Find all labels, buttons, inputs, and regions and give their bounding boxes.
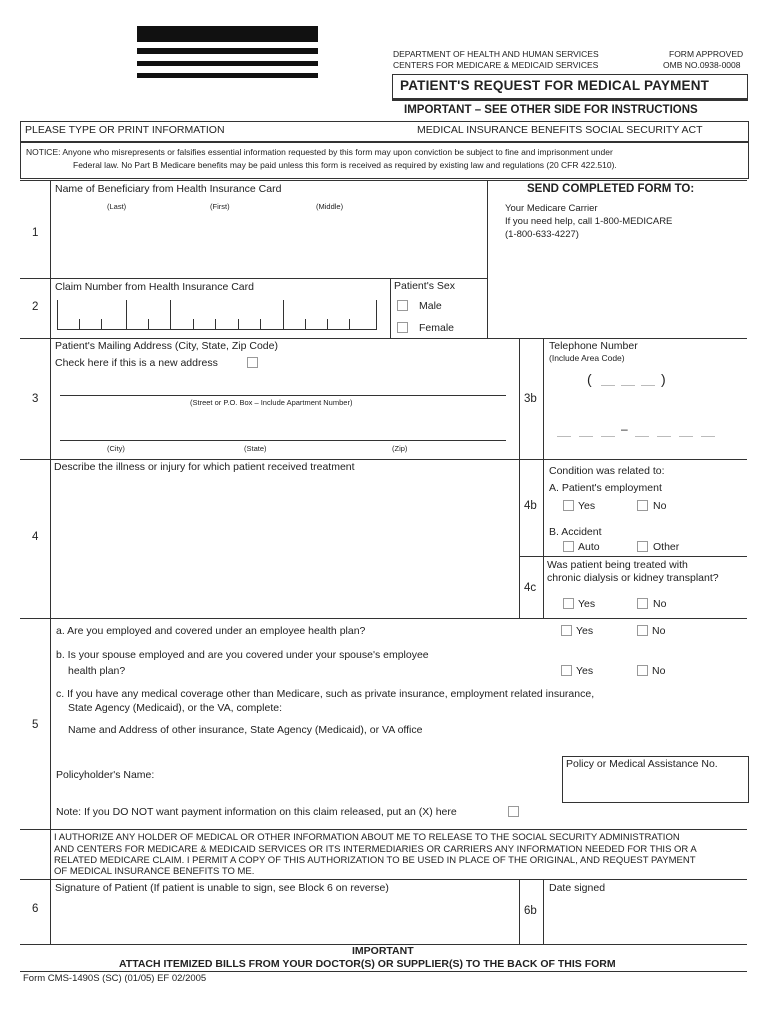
form-number: Form CMS-1490S (SC) (01/05) EF 02/2005 [23,973,207,984]
dept-line-2: CENTERS FOR MEDICARE & MEDICAID SERVICES [393,60,599,70]
signature-field[interactable] [55,898,515,940]
area-code-open-paren: ( [587,371,592,387]
section-6b-number: 6b [524,905,537,917]
question-b-line-2: health plan? [68,665,126,677]
telephone-label: Telephone Number [549,340,638,352]
section-4b-number: 4b [524,500,537,512]
section-3b-number: 3b [524,393,537,405]
dialysis-yes-label: Yes [578,598,596,610]
illness-field[interactable] [54,478,514,614]
accident-auto-label: Auto [578,541,600,553]
female-checkbox[interactable] [397,322,408,333]
new-address-label: Check here if this is a new address [55,357,218,369]
footer-attach: ATTACH ITEMIZED BILLS FROM YOUR DOCTOR(S) OR SUPPLIER(S) TO THE BACK OF THIS FORM [119,958,616,970]
qa-yes-checkbox[interactable] [561,625,572,636]
question-a: a. Are you employed and covered under an employee health plan? [56,625,366,637]
accident-other-label: Other [653,541,680,553]
act-label: MEDICAL INSURANCE BENEFITS SOCIAL SECURITY ACT [417,124,703,136]
question-c-line-2: State Agency (Medicaid), or the VA, complete: [68,702,282,714]
notice-line-2: Federal law. No Part B Medicare benefits may be paid unless this form is received as required by existing law and regulations (20 CFR 422.510). [73,160,617,170]
dialysis-yes-checkbox[interactable] [563,598,574,609]
claim-number-label: Claim Number from Health Insurance Card [55,281,254,293]
female-label: Female [419,322,455,334]
question-b-line-1: b. Is your spouse employed and are you covered under your spouse's employee [56,649,429,661]
beneficiary-name-field[interactable] [55,214,480,274]
help-label: If you need help, call 1-800-MEDICARE [505,216,673,227]
new-address-checkbox[interactable] [247,357,258,368]
accident-other-checkbox[interactable] [637,541,648,552]
patient-sex-label: Patient's Sex [394,280,455,292]
employment-yes-label: Yes [578,500,596,512]
employment-no-label: No [653,500,667,512]
policyholder-field[interactable] [165,768,550,784]
mailing-address-label: Patient's Mailing Address (City, State, Zip Code) [55,340,278,352]
form-approved: FORM APPROVED [669,49,744,59]
help-phone: (1-800-633-4227) [505,229,579,240]
section-4c-number: 4c [524,582,537,594]
area-code-close-paren: ) [661,371,666,387]
header-logo-bar-4 [137,73,318,78]
form-title: PATIENT'S REQUEST FOR MEDICAL PAYMENT [400,78,710,93]
street-field[interactable] [60,374,506,396]
telephone-field[interactable] [549,368,739,443]
header-logo-bar-3 [137,61,318,66]
release-checkbox[interactable] [508,806,519,817]
please-type-label: PLEASE TYPE OR PRINT INFORMATION [25,124,225,136]
qb-no-label: No [652,665,666,677]
policyholder-label: Policyholder's Name: [56,769,155,781]
middle-name-hint: (Middle) [316,202,344,211]
street-hint: (Street or P.O. Box – Include Apartment Number) [190,398,353,407]
dialysis-line-2: chronic dialysis or kidney transplant? [547,572,719,584]
male-checkbox[interactable] [397,300,408,311]
qa-yes-label: Yes [576,625,594,637]
carrier-label: Your Medicare Carrier [505,203,598,214]
employment-no-checkbox[interactable] [637,500,648,511]
release-note: Note: If you DO NOT want payment information on this claim released, put an (X) here [56,806,457,818]
last-name-hint: (Last) [107,202,127,211]
date-signed-field[interactable] [549,898,739,940]
footer-important: IMPORTANT [352,945,414,957]
dialysis-no-checkbox[interactable] [637,598,648,609]
other-insurance-field[interactable] [68,740,548,765]
employment-label: A. Patient's employment [549,482,662,494]
first-name-hint: (First) [210,202,230,211]
section-3-number: 3 [32,393,39,405]
city-hint: (City) [107,444,125,453]
section-4-number: 4 [32,531,39,543]
authorization-line-1: I AUTHORIZE ANY HOLDER OF MEDICAL OR OTHER INFORMATION ABOUT ME TO RELEASE TO THE SOCIAL SECURITY ADMINISTRATION [54,832,680,843]
authorization-line-3: RELATED MEDICARE CLAIM. I PERMIT A COPY OF THIS AUTHORIZATION TO BE USED IN PLACE OF THE ORIGINAL, AND REQUEST PAYMENT [54,855,696,866]
section-6-number: 6 [32,903,39,915]
date-signed-label: Date signed [549,882,606,894]
question-c-line-1: c. If you have any medical coverage other than Medicare, such as private insurance, employment related insurance, [56,688,595,700]
send-to-heading: SEND COMPLETED FORM TO: [527,183,695,195]
section-1-number: 1 [32,227,39,239]
illness-label: Describe the illness or injury for which patient received treatment [54,461,355,473]
dialysis-line-1: Was patient being treated with [547,559,688,571]
qb-no-checkbox[interactable] [637,665,648,676]
dialysis-no-label: No [653,598,667,610]
claim-number-field[interactable] [57,298,377,330]
qa-no-checkbox[interactable] [637,625,648,636]
city-state-zip-field[interactable] [60,420,506,441]
section-2-number: 2 [32,301,39,313]
omb-number: OMB NO.0938-0008 [663,60,741,70]
signature-label: Signature of Patient (If patient is unable to sign, see Block 6 on reverse) [55,882,389,894]
qb-yes-checkbox[interactable] [561,665,572,676]
zip-hint: (Zip) [392,444,408,453]
male-label: Male [419,300,442,312]
qa-no-label: No [652,625,666,637]
employment-yes-checkbox[interactable] [563,500,574,511]
header-logo-bar-2 [137,48,318,54]
phone-dash: – [621,422,628,436]
accident-auto-checkbox[interactable] [563,541,574,552]
dept-line-1: DEPARTMENT OF HEALTH AND HUMAN SERVICES [393,49,599,59]
state-hint: (State) [244,444,267,453]
accident-label: B. Accident [549,526,602,538]
qb-yes-label: Yes [576,665,594,677]
authorization-line-4: OF MEDICAL INSURANCE BENEFITS TO ME. [54,866,255,877]
area-code-hint: (Include Area Code) [549,353,625,363]
authorization-line-2: AND CENTERS FOR MEDICARE & MEDICAID SERVICES OR ITS INTERMEDIARIES OR CARRIERS ANY INFORMATION NEEDED FOR THIS OR A [54,844,697,855]
condition-label: Condition was related to: [549,465,665,477]
other-insurance-label: Name and Address of other insurance, State Agency (Medicaid), or VA office [68,724,423,736]
policy-number-label: Policy or Medical Assistance No. [566,758,718,770]
notice-line-1: NOTICE: Anyone who misrepresents or falsifies essential information requested by this form may upon conviction be subject to fine and imprisonment under [26,147,613,157]
section-5-number: 5 [32,719,39,731]
beneficiary-name-label: Name of Beneficiary from Health Insurance Card [55,183,282,195]
header-logo-bar-1 [137,26,318,42]
important-instructions: IMPORTANT – SEE OTHER SIDE FOR INSTRUCTIONS [404,104,698,116]
